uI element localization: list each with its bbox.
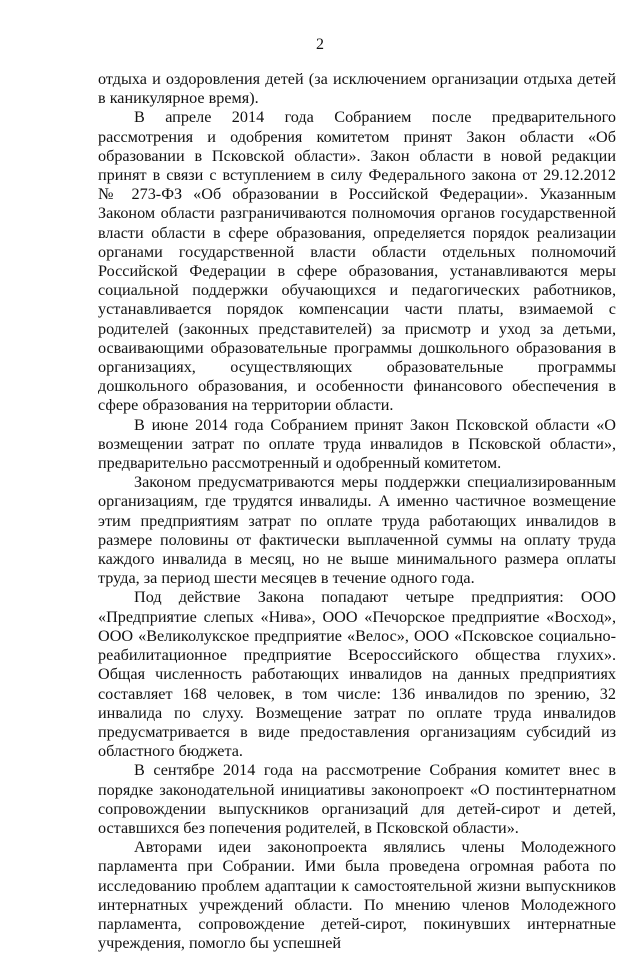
paragraph-enterprises: Под действие Закона попадают четыре предприятия: ООО «Предприятие слепых «Нива», ООО «Печорское предприятие «Восход», ООО «Великолукское предприятие «Велос», ООО «Псковское социально-реабилитационное предприятие Всероссийского общества глухих». Общая численность работающих инвалидов на данных предприятиях составляет 168 человек, в том числе: 136 инвалидов по зрению, 32 инвалида по слуху. Возмещение затрат по оплате труда инвалидов предусматривается в виде предоставления организациям субсидий из областного бюджета. [98, 588, 616, 761]
paragraph-support-measures: Законом предусматриваются меры поддержки специализированным организациям, где трудятся инвалиды. А именно частичное возмещение этим предприятиям затрат по оплате труда работающих инвалидов в размере половины от фактически выплаченной суммы на оплату труда каждого инвалида в месяц, но не выше минимального размера оплаты труда, за период шести месяцев в течение одного года. [98, 473, 616, 588]
page-number: 2 [316, 36, 324, 53]
paragraph-disabled-labor-law: В июне 2014 года Собранием принят Закон Псковской области «О возмещении затрат по оплате труда инвалидов в Псковской области», предварительно рассмотренный и одобренный комитетом. [98, 415, 616, 473]
paragraph-youth-parliament: Авторами идеи законопроекта являлись члены Молодежного парламента при Собрании. Ими была проведена огромная работа по исследованию проблем адаптации к самостоятельной жизни выпускников интернатных учреждений области. По мнению членов Молодежного парламента, сопровождение детей-сирот, покинувших интернатные учреждения, помогло бы успешней [98, 838, 616, 953]
body-text [98, 70, 616, 953]
paragraph-continuation: отдыха и оздоровления детей (за исключением организации отдыха детей в каникулярное время). [98, 70, 616, 108]
paragraph-education-law: В апреле 2014 года Собранием после предварительного рассмотрения и одобрения комитетом принят Закон области «Об образовании в Псковской области». Закон области в новой редакции принят в связи с вступлением в силу Федерального закона от 29.12.2012 № 273-ФЗ «Об образовании в Российской Федерации». Указанным Законом области разграничиваются полномочия органов государственной власти области в сфере образования, определяется порядок реализации органами государственной власти области отдельных полномочий Российской Федерации в сфере образования, устанавливаются меры социальной поддержки обучающихся и педагогических работников, устанавливается порядок компенсации части платы, взимаемой с родителей (законных представителей) за присмотр и уход за детьми, осваивающими образовательные программы дошкольного образования в организациях, осуществляющих образовательные программы дошкольного образования, и особенности финансового обеспечения в сфере образования на территории области. [98, 108, 616, 415]
paragraph-post-boarding-bill: В сентябре 2014 года на рассмотрение Собрания комитет внес в порядке законодательной инициативы законопроект «О постинтернатном сопровождении выпускников организаций для детей-сирот и детей, оставшихся без попечения родителей, в Псковской области». [98, 761, 616, 837]
